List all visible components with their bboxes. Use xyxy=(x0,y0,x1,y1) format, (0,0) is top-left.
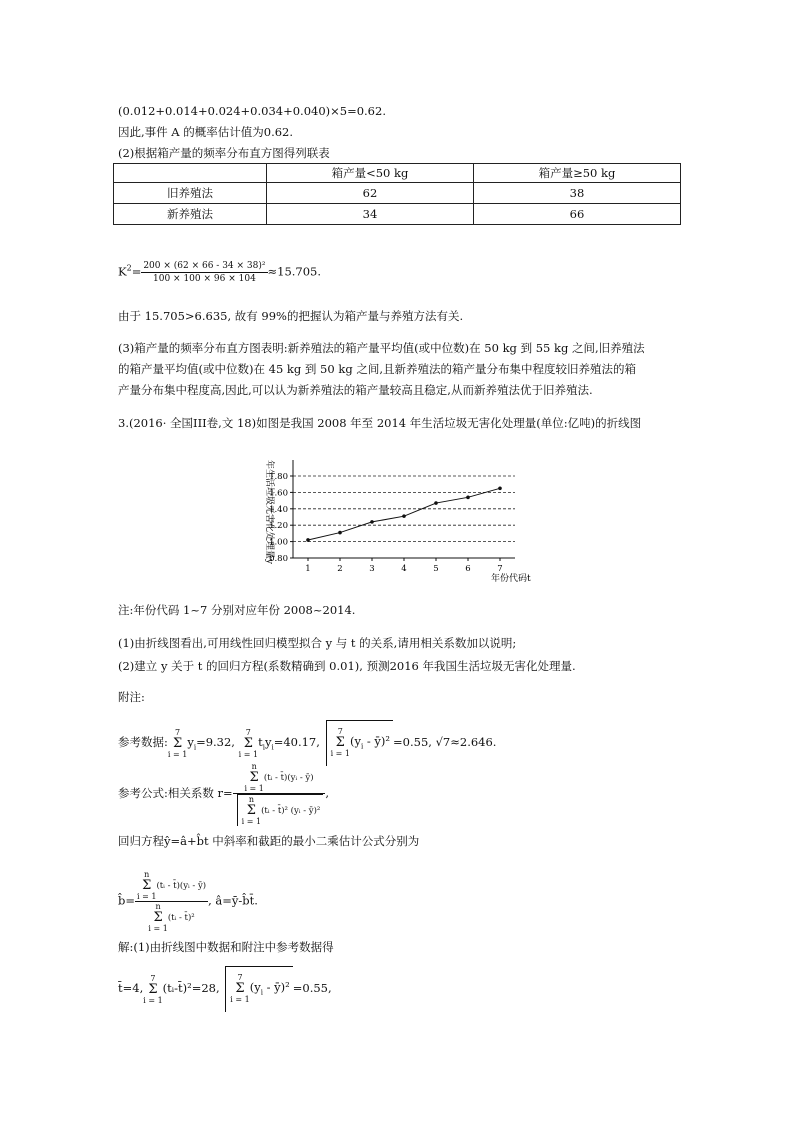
data-point xyxy=(338,531,342,535)
y-axis-label: 年生活垃圾无害化处理量y xyxy=(264,460,274,565)
table-cell xyxy=(114,164,267,183)
data-point xyxy=(434,501,438,505)
correlation-formula: 参考公式:相关系数 r= n Σ i = 1(tᵢ - t̄)(yᵢ - ȳ) n Σ i = 1(tᵢ - t̄)² (yᵢ - ȳ)² , xyxy=(118,762,329,826)
table-cell: 箱产量<50 kg xyxy=(267,164,474,183)
k2-fraction: $\frac{\text{200 × (62 × 66 - 34 × 38)²}}{100 \times 100 \times 96 \times 104}$ xyxy=(143,261,266,284)
table-row xyxy=(114,183,681,204)
least-squares-formula: b̂= n Σ i = 1(tᵢ - t̄)(yᵢ - ȳ) n Σ i = 1(tᵢ - t̄)² , â=ȳ-b̂t̄. xyxy=(118,870,258,933)
text-line: (0.012+0.014+0.024+0.034+0.040)×5=0.62. xyxy=(118,104,386,118)
x-tick-label: 2 xyxy=(337,564,343,574)
line-chart xyxy=(255,450,540,585)
text-line: (3)箱产量的频率分布直方图表明:新养殖法的箱产量平均值(或中位数)在 50 kg 到 55 kg 之间,旧养殖法 xyxy=(118,341,645,355)
text-line: 回归方程ŷ=â+b̂t 中斜率和截距的最小二乘估计公式分别为 xyxy=(118,834,420,848)
x-tick-label: 4 xyxy=(401,564,407,574)
x-axis-label: 年份代码t xyxy=(491,574,531,584)
table-header-row xyxy=(114,164,681,183)
table-cell: 新养殖法 xyxy=(114,204,267,225)
k2-formula: $K^2=$ $\frac{\text{200 × (62 × 66 - 34 × 38)²}}{100 \times 100 \times 96 \times 104}$ ≈15.705. xyxy=(118,261,322,284)
y-tick-label: 1.40 xyxy=(269,504,288,515)
text-line: 解:(1)由折线图中数据和附注中参考数据得 xyxy=(118,940,334,954)
text-line: 附注: xyxy=(118,690,145,704)
sqrt-expression: 7 Σ $i = 1(y_i$ - ȳ)² xyxy=(225,966,292,1012)
b-fraction: n Σ i = 1(tᵢ - t̄)(yᵢ - ȳ) n Σ i = 1(tᵢ - t̄)² xyxy=(137,870,207,933)
data-point xyxy=(306,538,310,542)
y-tick-label: 1.20 xyxy=(269,521,288,532)
text-line: 因此,事件 A 的概率估计值为0.62. xyxy=(118,125,294,139)
data-point xyxy=(498,487,502,491)
x-tick-label: 6 xyxy=(465,564,471,574)
table-cell: 66 xyxy=(474,204,681,225)
series-line xyxy=(308,488,500,540)
text-line: 注:年份代码 1~7 分别对应年份 2008~2014. xyxy=(118,603,356,617)
data-point xyxy=(402,514,406,518)
y-tick-label: 1.60 xyxy=(269,488,288,499)
text-line: 产量分布集中程度高,因此,可以认为新养殖法的箱产量较高且稳定,从而新养殖法优于旧养殖法. xyxy=(118,383,593,397)
sqrt-expression: 7 Σ $i = 1(y_i$ - ȳ)² xyxy=(326,720,393,766)
table-row xyxy=(114,204,681,225)
contingency-table xyxy=(113,163,681,225)
text-line: 的箱产量平均值(或中位数)在 45 kg 到 50 kg 之间,且新养殖法的箱产量分布集中程度较旧养殖法的箱 xyxy=(118,362,636,376)
y-tick-label: 0.80 xyxy=(269,554,288,564)
sum-symbol: 7 Σ i = 1 xyxy=(167,727,188,759)
table-cell: 旧养殖法 xyxy=(114,183,267,204)
data-point xyxy=(466,496,470,500)
x-tick-label: 3 xyxy=(369,564,375,574)
reference-data: 参考数据:7 Σ $i = 1y_i=9.32$, 7 Σ $i = 1t_iy_i=40.17$, 7 Σ $i = 1(y_i$ - ȳ)² =0.55, √7≈2.646. xyxy=(118,720,496,760)
x-tick-label: 7 xyxy=(497,564,503,574)
text-line: (2)根据箱产量的频率分布直方图得列联表 xyxy=(118,146,330,160)
y-tick-label: 1.80 xyxy=(269,472,288,482)
x-tick-label: 5 xyxy=(433,564,439,574)
x-tick-label: 1 xyxy=(305,564,311,574)
text-line: (1)由折线图看出,可用线性回归模型拟合 y 与 t 的关系,请用相关系数加以说明; xyxy=(118,636,517,650)
sum-symbol: 7 Σ i = 1 xyxy=(238,727,259,759)
r-fraction: n Σ i = 1(tᵢ - t̄)(yᵢ - ȳ) n Σ i = 1(tᵢ - t̄)² (yᵢ - ȳ)² xyxy=(233,762,326,826)
table-cell: 38 xyxy=(474,183,681,204)
solution-values: t̄=4,7 Σ i = 1(tᵢ-t̄)²=28, 7 Σ $i = 1(y_i$ - ȳ)² =0.55, xyxy=(118,966,332,1006)
text-line: 3.(2016· 全国III卷,文 18)如图是我国 2008 年至 2014 年生活垃圾无害化处理量(单位:亿吨)的折线图 xyxy=(118,416,642,430)
table-cell: 62 xyxy=(267,183,474,204)
text-line: 由于 15.705>6.635, 故有 99%的把握认为箱产量与养殖方法有关. xyxy=(118,309,464,323)
y-tick-label: 1.00 xyxy=(269,537,288,548)
text-line: (2)建立 y 关于 t 的回归方程(系数精确到 0.01), 预测2016 年我国生活垃圾无害化处理量. xyxy=(118,659,576,673)
data-point xyxy=(370,520,374,524)
table-cell: 34 xyxy=(267,204,474,225)
table-cell: 箱产量≥50 kg xyxy=(474,164,681,183)
